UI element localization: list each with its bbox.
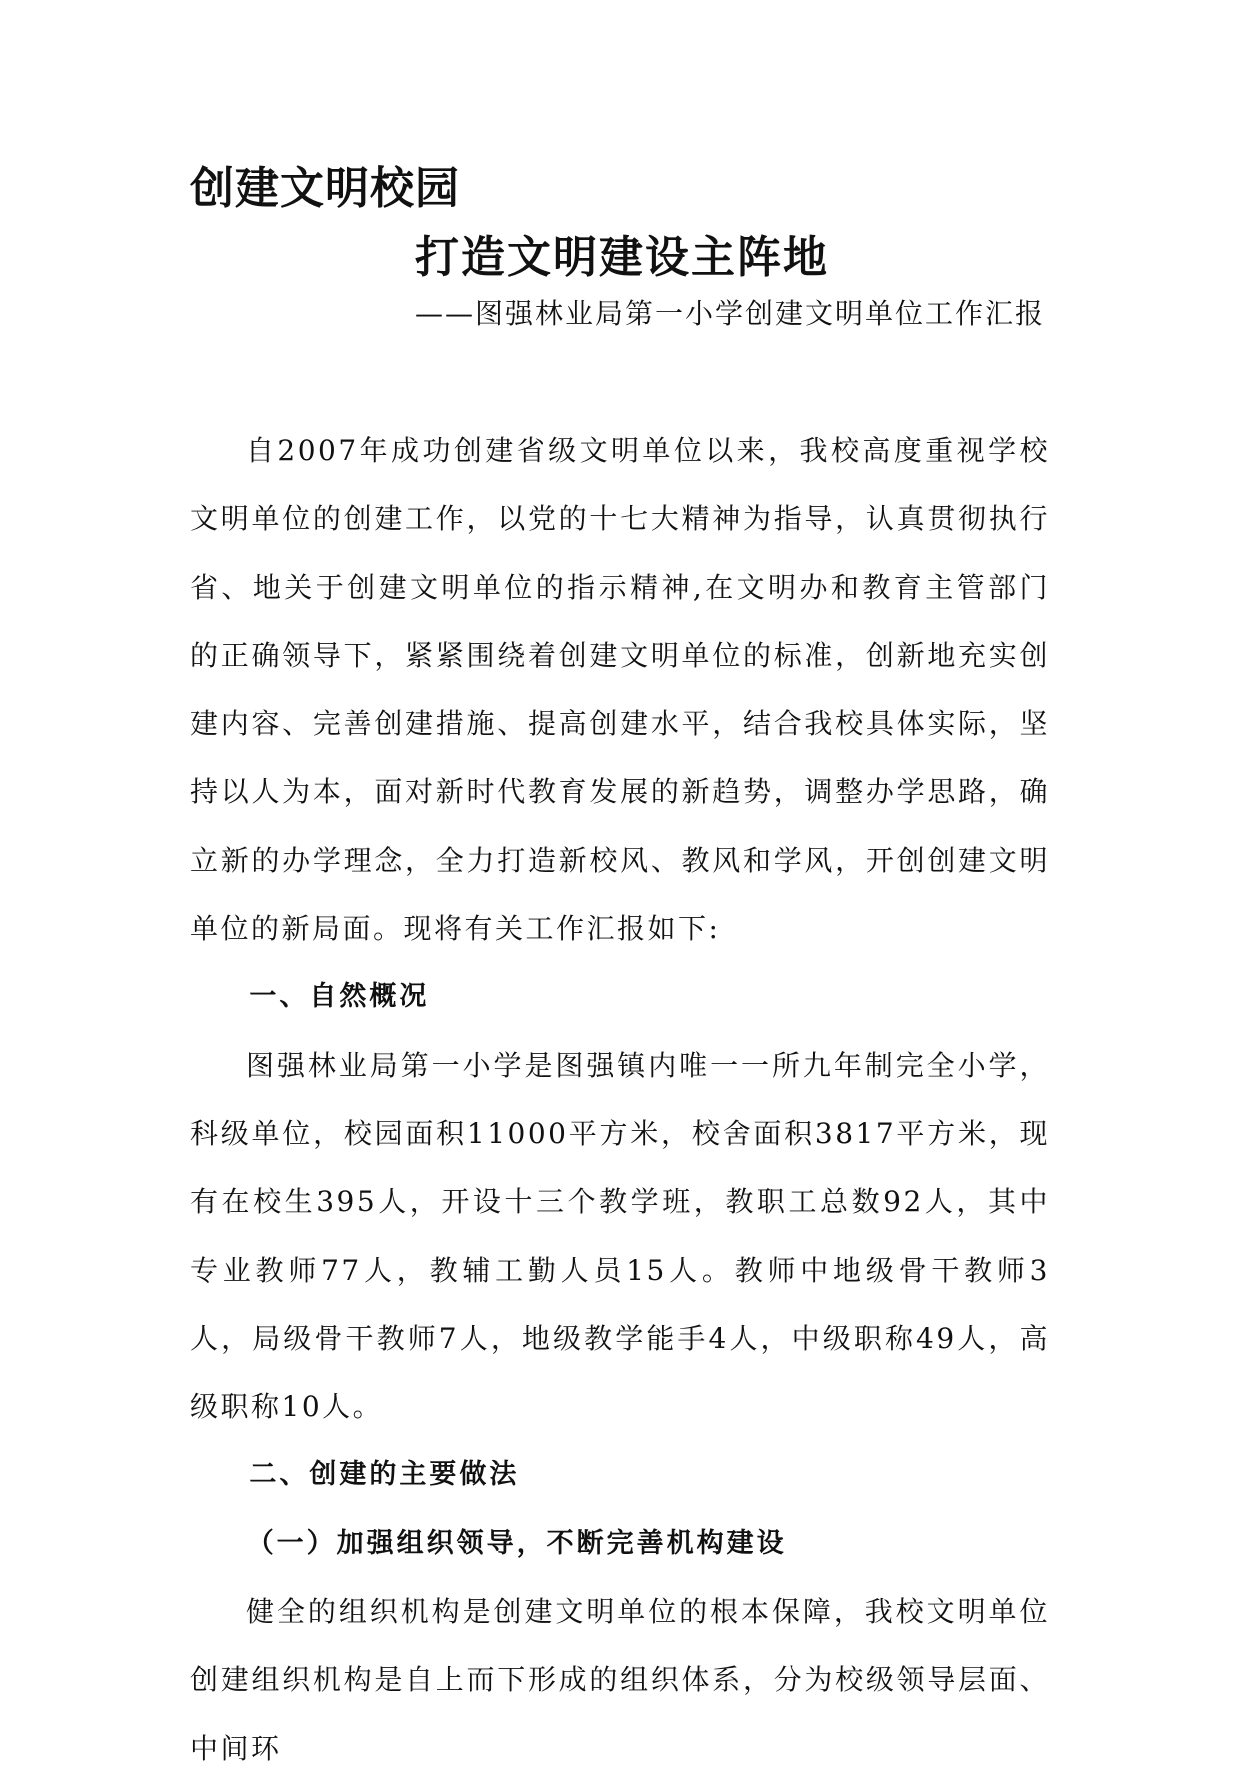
section-2-heading: 二、创建的主要做法 [249,1459,520,1491]
title-line-2: 打造文明建设主阵地 [415,232,829,283]
section-1-heading: 一、自然概况 [249,981,430,1013]
section-1-paragraph: 图强林业局第一小学是图强镇内唯一一所九年制完全小学，科级单位，校园面积11000平方米，校舍面积3817平方米，现有在校生395人，开设十三个教学班，教职工总数92人，其中专业教师77人，教辅工勤人员15人。教师中地级骨干教师3人，局级骨干教师7人，地级教学能手4人，中级职称49人，高级职称10人。 [190,1048,1050,1424]
subsection-1-heading: （一）加强组织领导，不断完善机构建设 [246,1527,787,1559]
title-line-1: 创建文明校园 [190,163,460,214]
subtitle: ——图强林业局第一小学创建文明单位工作汇报 [415,297,1046,330]
subsection-1-paragraph: 健全的组织机构是创建文明单位的根本保障，我校文明单位创建组织机构是自上而下形成的组织体系，分为校级领导层面、中间环 [190,1595,1050,1765]
document-body [190,417,1050,1783]
intro-paragraph: 自2007年成功创建省级文明单位以来，我校高度重视学校文明单位的创建工作，以党的十七大精神为指导，认真贯彻执行省、地关于创建文明单位的指示精神,在文明办和教育主管部门的正确领导下，紧紧围绕着创建文明单位的标准，创新地充实创建内容、完善创建措施、提高创建水平，结合我校具体实际，坚持以人为本，面对新时代教育发展的新趋势，调整办学思路，确立新的办学理念，全力打造新校风、教风和学风，开创创建文明单位的新局面。现将有关工作汇报如下: [190,434,1050,946]
